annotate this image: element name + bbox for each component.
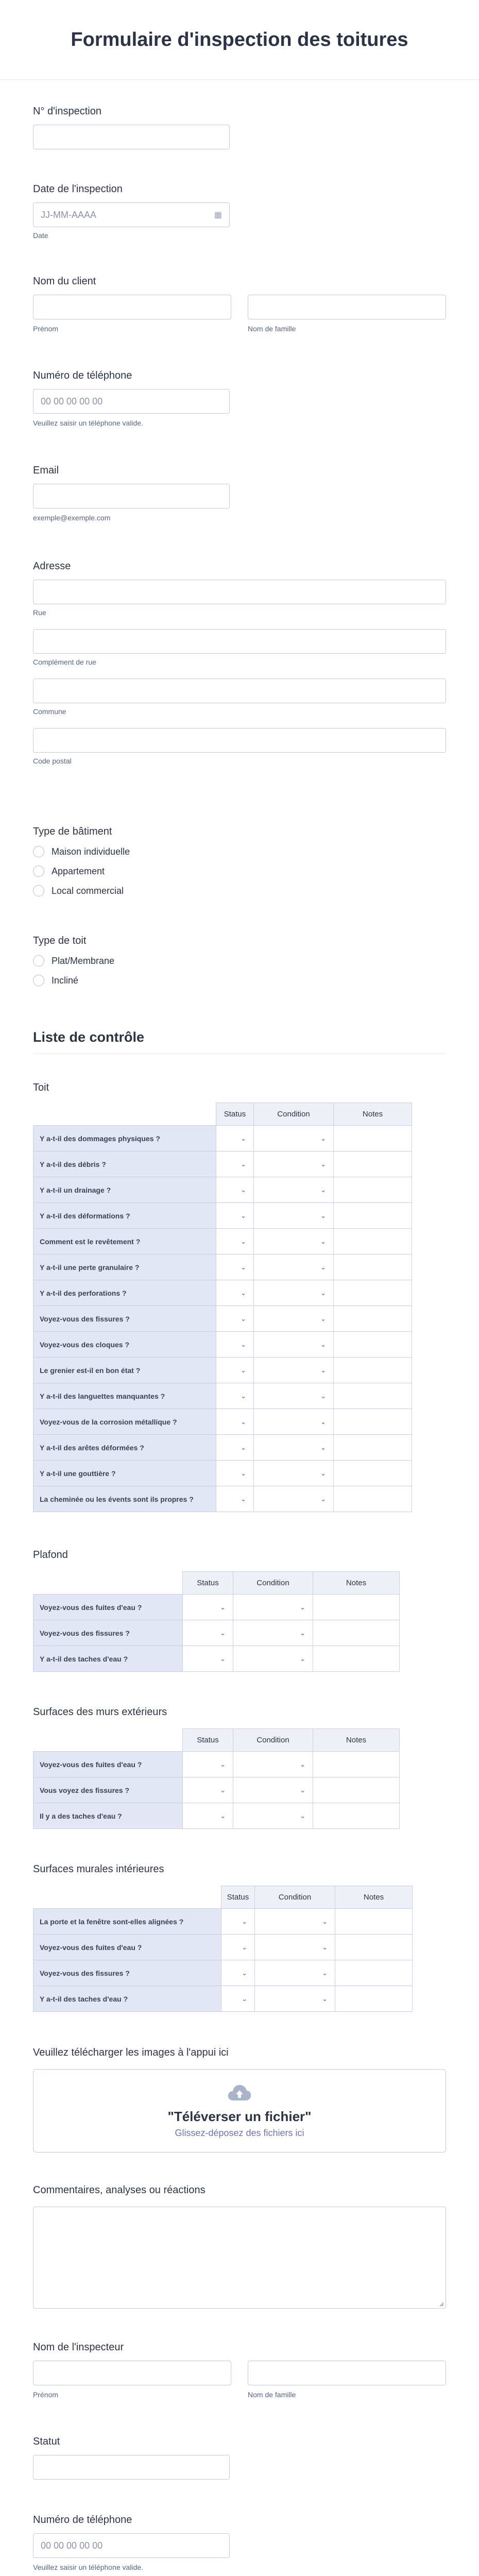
condition-select[interactable] xyxy=(254,1383,334,1409)
table-row xyxy=(33,1752,400,1777)
chevron-down-icon: ⌄ xyxy=(220,1786,226,1794)
roof-option-label: Plat/Membrane xyxy=(52,955,115,966)
matrix-row-label: Vous voyez des fissures ? xyxy=(33,1777,183,1803)
client-first-name-sublabel: Prénom xyxy=(33,325,59,333)
street2-sublabel: Complément de rue xyxy=(33,658,96,666)
city-sublabel: Commune xyxy=(33,707,66,716)
address-field xyxy=(33,561,446,765)
address-label: Adresse xyxy=(33,561,71,572)
inspection-date-placeholder: JJ-MM-AAAA xyxy=(41,209,96,220)
condition-select[interactable] xyxy=(254,1358,334,1383)
upload-title: "Téléverser un fichier" xyxy=(167,2109,312,2124)
status-label: Statut xyxy=(33,2436,60,2447)
inspector-name-inputs xyxy=(33,2361,446,2399)
condition-select[interactable] xyxy=(233,1620,313,1646)
chevron-down-icon: ⌄ xyxy=(320,1263,326,1271)
chevron-down-icon: ⌄ xyxy=(241,1314,246,1323)
matrix-row-label: Comment est le revêtement ? xyxy=(33,1229,216,1255)
notes-input[interactable] xyxy=(334,1383,412,1409)
chevron-down-icon: ⌄ xyxy=(320,1392,326,1400)
matrix-corner xyxy=(33,1572,183,1595)
client-first-name-input[interactable] xyxy=(33,295,231,319)
building-type-label: Type de bâtiment xyxy=(33,826,112,837)
resize-handle-icon[interactable]: ◢ xyxy=(439,2301,443,2307)
status-select[interactable] xyxy=(216,1255,254,1280)
inspector-last-name-input[interactable] xyxy=(248,2361,446,2385)
status-select[interactable] xyxy=(216,1358,254,1383)
table-row xyxy=(33,1151,412,1177)
chevron-down-icon: ⌄ xyxy=(241,1366,246,1374)
building-option-apartment[interactable] xyxy=(33,861,130,881)
matrix-column-header: Notes xyxy=(313,1572,400,1595)
notes-input[interactable] xyxy=(334,1435,412,1461)
condition-select[interactable] xyxy=(254,1486,334,1512)
chevron-down-icon: ⌄ xyxy=(241,1392,246,1400)
table-row xyxy=(33,1332,412,1358)
notes-input[interactable] xyxy=(334,1409,412,1435)
matrix-row-label: Voyez-vous de la corrosion métallique ? xyxy=(33,1409,216,1435)
inspection-date-field xyxy=(33,183,230,240)
condition-select[interactable] xyxy=(255,1909,335,1935)
inspector-first-name-input[interactable] xyxy=(33,2361,231,2385)
roof-option-flat[interactable] xyxy=(33,951,114,971)
chevron-down-icon: ⌄ xyxy=(320,1314,326,1323)
notes-input[interactable] xyxy=(335,1960,413,1986)
chevron-down-icon: ⌄ xyxy=(300,1760,305,1768)
notes-input[interactable] xyxy=(334,1461,412,1486)
matrix-ceiling xyxy=(33,1571,400,1672)
condition-select[interactable] xyxy=(254,1280,334,1306)
matrix-row-label: Voyez-vous des fissures ? xyxy=(33,1306,216,1332)
notes-input[interactable] xyxy=(335,1935,413,1960)
chevron-down-icon: ⌄ xyxy=(241,1237,246,1245)
table-row xyxy=(33,1203,412,1229)
chevron-down-icon: ⌄ xyxy=(241,1185,246,1194)
chevron-down-icon: ⌄ xyxy=(322,1994,328,2003)
chevron-down-icon: ⌄ xyxy=(242,1969,247,1977)
building-option-label: Maison individuelle xyxy=(52,846,130,857)
inspector-phone-field xyxy=(33,2514,230,2571)
table-row xyxy=(33,1435,412,1461)
status-select[interactable] xyxy=(216,1486,254,1512)
table-row xyxy=(33,1280,412,1306)
inspector-phone-input[interactable] xyxy=(33,2533,230,2558)
radio-button[interactable] xyxy=(33,866,44,877)
chevron-down-icon: ⌄ xyxy=(320,1289,326,1297)
building-option-house[interactable] xyxy=(33,842,130,861)
condition-select[interactable] xyxy=(254,1306,334,1332)
condition-select[interactable] xyxy=(255,1986,335,2012)
matrix-roof xyxy=(33,1103,412,1512)
matrix-row-label: Y a-t-il des perforations ? xyxy=(33,1280,216,1306)
inspector-name-label: Nom de l'inspecteur xyxy=(33,2342,124,2353)
status-select[interactable] xyxy=(216,1280,254,1306)
matrix-exterior xyxy=(33,1728,400,1829)
chevron-down-icon: ⌄ xyxy=(242,1917,247,1925)
phone-field xyxy=(33,370,230,427)
condition-select[interactable] xyxy=(254,1126,334,1151)
matrix-column-header: Status xyxy=(216,1103,254,1126)
status-field xyxy=(33,2436,230,2480)
matrix-row-label: Y a-t-il une gouttière ? xyxy=(33,1461,216,1486)
chevron-down-icon: ⌄ xyxy=(320,1443,326,1451)
upload-subtitle: Glissez-déposez des fichiers ici xyxy=(175,2128,304,2138)
notes-input[interactable] xyxy=(334,1203,412,1229)
inspector-first-name-sublabel: Prénom xyxy=(33,2391,59,2399)
matrix-row-label: Y a-t-il des déformations ? xyxy=(33,1203,216,1229)
matrix-row-label: Voyez-vous des cloques ? xyxy=(33,1332,216,1358)
table-row xyxy=(33,1620,400,1646)
status-select[interactable] xyxy=(221,1935,255,1960)
condition-select[interactable] xyxy=(254,1255,334,1280)
table-row xyxy=(33,1486,412,1512)
matrix-row-label: Voyez-vous des fuites d'eau ? xyxy=(33,1752,183,1777)
table-row xyxy=(33,1777,400,1803)
chevron-down-icon: ⌄ xyxy=(320,1340,326,1348)
matrix-column-header: Status xyxy=(221,1886,255,1909)
notes-input[interactable] xyxy=(334,1280,412,1306)
chevron-down-icon: ⌄ xyxy=(241,1340,246,1348)
building-option-label: Appartement xyxy=(52,866,105,876)
notes-input[interactable] xyxy=(313,1803,400,1829)
street-sublabel: Rue xyxy=(33,608,46,617)
table-row xyxy=(33,1646,400,1672)
email-sublabel: exemple@exemple.com xyxy=(33,514,111,522)
inspection-date-label: Date de l'inspection xyxy=(33,183,123,195)
status-select[interactable] xyxy=(183,1803,233,1829)
notes-input[interactable] xyxy=(334,1332,412,1358)
notes-input[interactable] xyxy=(313,1620,400,1646)
table-row xyxy=(33,1126,412,1151)
condition-select[interactable] xyxy=(254,1229,334,1255)
matrix-column-header: Status xyxy=(183,1729,233,1752)
chevron-down-icon: ⌄ xyxy=(241,1160,246,1168)
matrix-title-interior xyxy=(33,1863,164,1875)
condition-select[interactable] xyxy=(254,1461,334,1486)
status-select[interactable] xyxy=(183,1595,233,1620)
comments-textarea[interactable] xyxy=(33,2207,446,2309)
phone-sublabel: Veuillez saisir un téléphone valide. xyxy=(33,419,144,427)
status-select[interactable] xyxy=(216,1151,254,1177)
notes-input[interactable] xyxy=(313,1646,400,1672)
matrix-column-header: Condition xyxy=(233,1729,313,1752)
chevron-down-icon: ⌄ xyxy=(300,1603,305,1611)
condition-select[interactable] xyxy=(254,1409,334,1435)
notes-input[interactable] xyxy=(335,1986,413,2012)
matrix-row-label: Y a-t-il des taches d'eau ? xyxy=(33,1986,221,2012)
chevron-down-icon: ⌄ xyxy=(241,1134,246,1142)
notes-input[interactable] xyxy=(335,1909,413,1935)
notes-input[interactable] xyxy=(313,1752,400,1777)
matrix-title-exterior xyxy=(33,1706,167,1718)
street-input[interactable] xyxy=(33,580,446,604)
inspector-phone-sublabel: Veuillez saisir un téléphone valide. xyxy=(33,2563,144,2571)
condition-select[interactable] xyxy=(254,1177,334,1203)
status-select[interactable] xyxy=(216,1177,254,1203)
table-row xyxy=(33,1255,412,1280)
client-last-name-sublabel: Nom de famille xyxy=(248,325,296,333)
table-row xyxy=(33,1409,412,1435)
building-type-field xyxy=(33,826,130,901)
matrix-row-label: Y a-t-il des arêtes déformées ? xyxy=(33,1435,216,1461)
chevron-down-icon: ⌄ xyxy=(320,1237,326,1245)
status-select[interactable] xyxy=(183,1620,233,1646)
inspector-phone-label: Numéro de téléphone xyxy=(33,2514,132,2526)
status-select[interactable] xyxy=(216,1435,254,1461)
checklist-title: Liste de contrôle xyxy=(33,1029,145,1045)
chevron-down-icon: ⌄ xyxy=(241,1289,246,1297)
roof-option-pitched[interactable] xyxy=(33,971,114,990)
matrix-row-label: Y a-t-il une perte granulaire ? xyxy=(33,1255,216,1280)
chevron-down-icon: ⌄ xyxy=(322,1943,328,1951)
table-row xyxy=(33,1986,413,2012)
inspection-number-input[interactable] xyxy=(33,125,230,149)
chevron-down-icon: ⌄ xyxy=(322,1917,328,1925)
checklist-heading xyxy=(33,1029,144,1045)
status-select[interactable] xyxy=(216,1383,254,1409)
inspector-name-field xyxy=(33,2342,446,2399)
matrix-column-header: Condition xyxy=(233,1572,313,1595)
matrix-title: Plafond xyxy=(33,1549,68,1561)
status-select[interactable] xyxy=(183,1646,233,1672)
matrix-row-label: Voyez-vous des fuites d'eau ? xyxy=(33,1595,183,1620)
table-row xyxy=(33,1909,413,1935)
client-name-field xyxy=(33,276,446,333)
status-select[interactable] xyxy=(183,1752,233,1777)
matrix-corner xyxy=(33,1729,183,1752)
chevron-down-icon: ⌄ xyxy=(242,1943,247,1951)
client-name-label: Nom du client xyxy=(33,276,96,287)
condition-select[interactable] xyxy=(254,1151,334,1177)
status-select[interactable] xyxy=(216,1461,254,1486)
matrix-column-header: Notes xyxy=(335,1886,413,1909)
notes-input[interactable] xyxy=(334,1151,412,1177)
condition-select[interactable] xyxy=(233,1646,313,1672)
phone-placeholder: 00 00 00 00 00 xyxy=(41,396,103,406)
matrix-title: Toit xyxy=(33,1082,49,1093)
notes-input[interactable] xyxy=(334,1229,412,1255)
cloud-upload-icon xyxy=(227,2083,252,2102)
status-select[interactable] xyxy=(221,1909,255,1935)
table-row xyxy=(33,1229,412,1255)
chevron-down-icon: ⌄ xyxy=(320,1211,326,1219)
status-select[interactable] xyxy=(183,1777,233,1803)
client-name-inputs xyxy=(33,295,446,333)
table-row xyxy=(33,1960,413,1986)
chevron-down-icon: ⌄ xyxy=(220,1760,226,1768)
status-select[interactable] xyxy=(216,1409,254,1435)
building-option-commercial[interactable] xyxy=(33,881,130,901)
client-last-name-input[interactable] xyxy=(248,295,446,319)
phone-label: Numéro de téléphone xyxy=(33,370,132,381)
upload-dropzone[interactable] xyxy=(33,2069,446,2153)
notes-input[interactable] xyxy=(334,1306,412,1332)
matrix-column-header: Condition xyxy=(254,1103,334,1126)
notes-input[interactable] xyxy=(334,1486,412,1512)
postal-sublabel: Code postal xyxy=(33,757,72,765)
matrix-row-label: Voyez-vous des fissures ? xyxy=(33,1960,221,1986)
status-input[interactable] xyxy=(33,2455,230,2480)
chevron-down-icon: ⌄ xyxy=(300,1786,305,1794)
chevron-down-icon: ⌄ xyxy=(300,1811,305,1820)
status-select[interactable] xyxy=(221,1960,255,1986)
table-row xyxy=(33,1383,412,1409)
matrix-column-header: Notes xyxy=(334,1103,412,1126)
chevron-down-icon: ⌄ xyxy=(322,1969,328,1977)
matrix-row-label: Y a-t-il des languettes manquantes ? xyxy=(33,1383,216,1409)
matrix-interior xyxy=(33,1886,413,2012)
calendar-icon[interactable]: ▦ xyxy=(214,211,222,219)
matrix-corner xyxy=(33,1103,216,1126)
chevron-down-icon: ⌄ xyxy=(320,1366,326,1374)
radio-button[interactable] xyxy=(33,885,44,896)
table-row xyxy=(33,1595,400,1620)
matrix-row-label: Y a-t-il des taches d'eau ? xyxy=(33,1646,183,1672)
chevron-down-icon: ⌄ xyxy=(220,1629,226,1637)
comments-label: Commentaires, analyses ou réactions xyxy=(33,2184,206,2196)
status-select[interactable] xyxy=(216,1332,254,1358)
status-select[interactable] xyxy=(216,1306,254,1332)
notes-input[interactable] xyxy=(334,1126,412,1151)
chevron-down-icon: ⌄ xyxy=(241,1417,246,1426)
chevron-down-icon: ⌄ xyxy=(241,1211,246,1219)
email-input[interactable] xyxy=(33,484,230,509)
form-header xyxy=(0,0,479,80)
radio-button[interactable] xyxy=(33,955,44,967)
matrix-row-label: Y a-t-il des dommages physiques ? xyxy=(33,1126,216,1151)
chevron-down-icon: ⌄ xyxy=(241,1495,246,1503)
city-input[interactable] xyxy=(33,679,446,703)
notes-input[interactable] xyxy=(334,1177,412,1203)
matrix-row-label: La cheminée ou les évents sont ils propres ? xyxy=(33,1486,216,1512)
condition-select[interactable] xyxy=(254,1332,334,1358)
roof-type-field xyxy=(33,935,114,990)
status-select[interactable] xyxy=(216,1229,254,1255)
table-row xyxy=(33,1177,412,1203)
status-select[interactable] xyxy=(221,1986,255,2012)
chevron-down-icon: ⌄ xyxy=(220,1654,226,1663)
upload-field xyxy=(33,2047,229,2059)
notes-input[interactable] xyxy=(334,1255,412,1280)
inspection-number-field xyxy=(33,106,230,149)
chevron-down-icon: ⌄ xyxy=(320,1417,326,1426)
condition-select[interactable] xyxy=(255,1935,335,1960)
matrix-title-ceiling xyxy=(33,1549,68,1561)
radio-button[interactable] xyxy=(33,846,44,857)
table-row xyxy=(33,1935,413,1960)
chevron-down-icon: ⌄ xyxy=(241,1469,246,1477)
chevron-down-icon: ⌄ xyxy=(220,1811,226,1820)
comments-field xyxy=(33,2184,206,2196)
matrix-column-header: Condition xyxy=(255,1886,335,1909)
postal-input[interactable] xyxy=(33,728,446,753)
matrix-title: Surfaces des murs extérieurs xyxy=(33,1706,167,1718)
inspection-number-label: N° d'inspection xyxy=(33,106,101,117)
roof-type-label: Type de toit xyxy=(33,935,87,946)
condition-select[interactable] xyxy=(254,1203,334,1229)
matrix-column-header: Status xyxy=(183,1572,233,1595)
matrix-row-label: La porte et la fenêtre sont-elles alignées ? xyxy=(33,1909,221,1935)
street2-input[interactable] xyxy=(33,629,446,654)
matrix-row-label: Y a-t-il un drainage ? xyxy=(33,1177,216,1203)
chevron-down-icon: ⌄ xyxy=(320,1134,326,1142)
matrix-column-header: Notes xyxy=(313,1729,400,1752)
chevron-down-icon: ⌄ xyxy=(320,1185,326,1194)
table-row xyxy=(33,1358,412,1383)
condition-select[interactable] xyxy=(255,1960,335,1986)
inspection-date-input[interactable] xyxy=(33,202,230,227)
notes-input[interactable] xyxy=(334,1358,412,1383)
chevron-down-icon: ⌄ xyxy=(300,1629,305,1637)
matrix-title: Surfaces murales intérieures xyxy=(33,1863,164,1875)
matrix-row-label: Voyez-vous des fuites d'eau ? xyxy=(33,1935,221,1960)
condition-select[interactable] xyxy=(233,1803,313,1829)
chevron-down-icon: ⌄ xyxy=(320,1469,326,1477)
matrix-title-roof xyxy=(33,1082,49,1094)
phone-input[interactable] xyxy=(33,389,230,414)
condition-select[interactable] xyxy=(254,1435,334,1461)
chevron-down-icon: ⌄ xyxy=(241,1443,246,1451)
condition-select[interactable] xyxy=(233,1595,313,1620)
status-select[interactable] xyxy=(216,1203,254,1229)
chevron-down-icon: ⌄ xyxy=(300,1654,305,1663)
email-label: Email xyxy=(33,465,59,476)
matrix-row-label: Y a-t-il des débris ? xyxy=(33,1151,216,1177)
matrix-corner xyxy=(33,1886,221,1909)
upload-label: Veuillez télécharger les images à l'appui ici xyxy=(33,2047,229,2058)
chevron-down-icon: ⌄ xyxy=(320,1160,326,1168)
inspector-last-name-sublabel: Nom de famille xyxy=(248,2391,296,2399)
condition-select[interactable] xyxy=(233,1752,313,1777)
chevron-down-icon: ⌄ xyxy=(320,1495,326,1503)
notes-input[interactable] xyxy=(313,1595,400,1620)
radio-button[interactable] xyxy=(33,975,44,986)
matrix-row-label: Il y a des taches d'eau ? xyxy=(33,1803,183,1829)
status-select[interactable] xyxy=(216,1126,254,1151)
inspector-phone-placeholder: 00 00 00 00 00 xyxy=(41,2540,103,2551)
table-row xyxy=(33,1461,412,1486)
condition-select[interactable] xyxy=(233,1777,313,1803)
building-option-label: Local commercial xyxy=(52,885,124,896)
inspection-date-sublabel: Date xyxy=(33,231,48,240)
table-row xyxy=(33,1306,412,1332)
matrix-row-label: Voyez-vous des fissures ? xyxy=(33,1620,183,1646)
roof-option-label: Incliné xyxy=(52,975,79,986)
email-field xyxy=(33,465,230,522)
chevron-down-icon: ⌄ xyxy=(241,1263,246,1271)
notes-input[interactable] xyxy=(313,1777,400,1803)
table-row xyxy=(33,1803,400,1829)
matrix-row-label: Le grenier est-il en bon état ? xyxy=(33,1358,216,1383)
form-title: Formulaire d'inspection des toitures xyxy=(71,28,408,50)
chevron-down-icon: ⌄ xyxy=(242,1994,247,2003)
chevron-down-icon: ⌄ xyxy=(220,1603,226,1611)
